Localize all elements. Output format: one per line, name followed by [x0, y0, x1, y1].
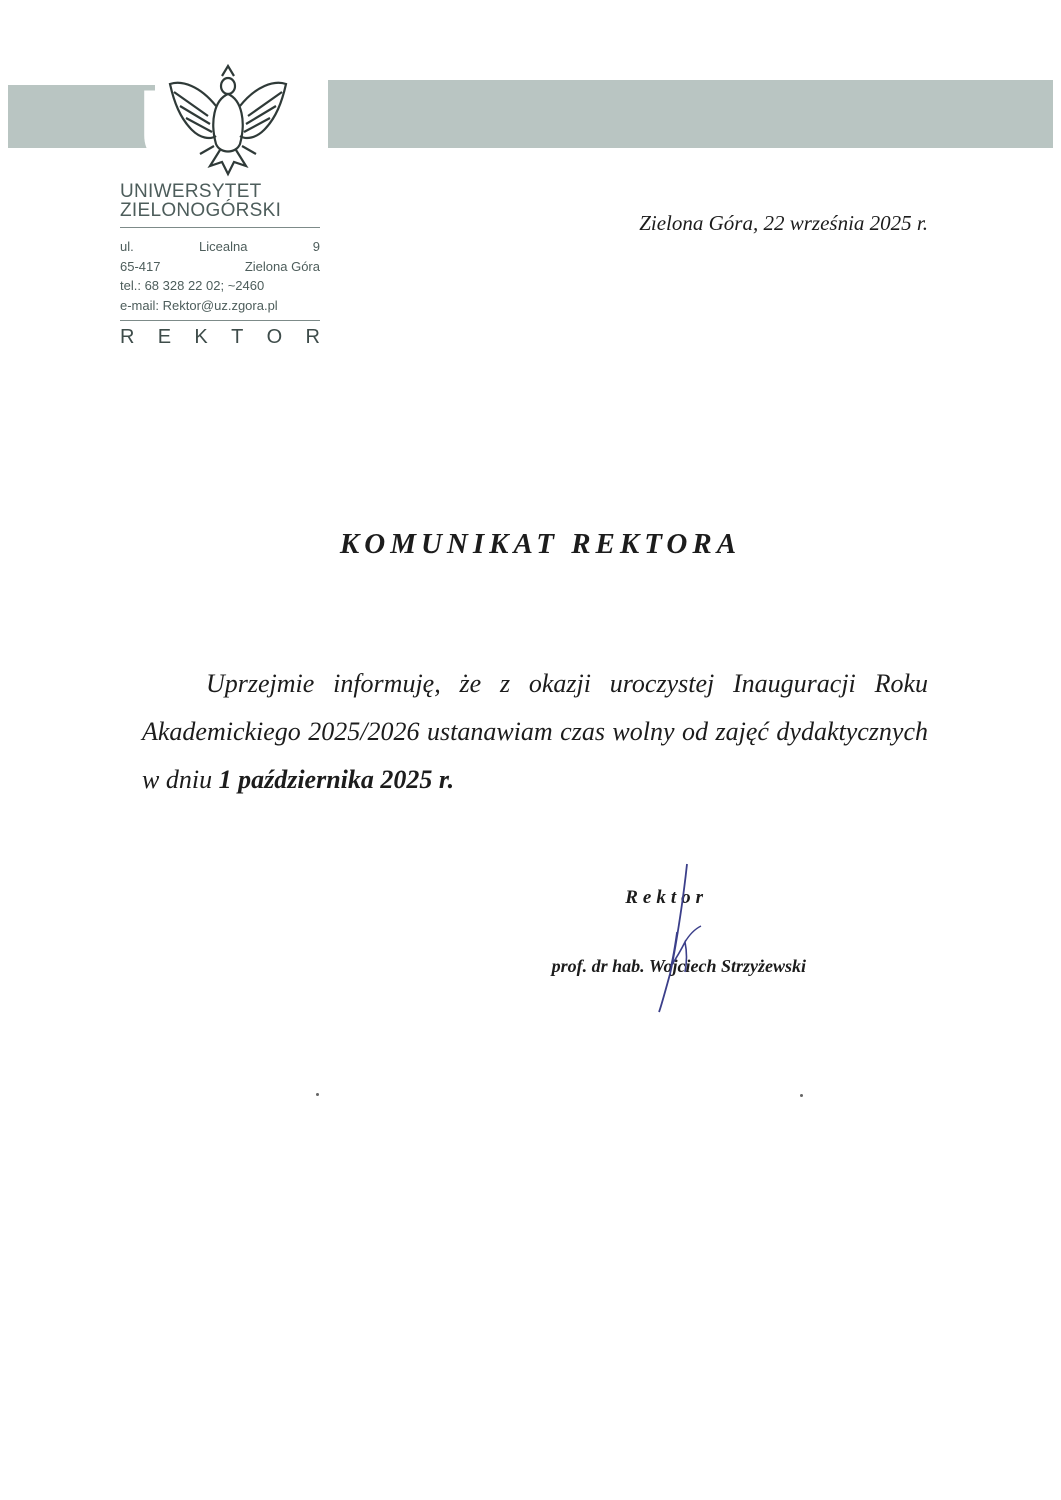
announcement-text: Uprzejmie informuję, że z okazji uroczystej Inauguracji Roku Akademickiego 2025/2026 ustanawiam czas wolny od zajęć dydaktycznych w dniu — [142, 669, 928, 794]
letterhead-divider-top — [120, 227, 320, 228]
handwritten-signature — [625, 862, 725, 1022]
letterhead-divider-bottom — [120, 320, 320, 321]
university-name — [120, 182, 320, 220]
announcement-date-bold: 1 października 2025 r. — [218, 765, 455, 794]
header-band-right — [328, 80, 1053, 148]
scan-speck — [316, 1093, 319, 1096]
university-name-line1: UNIWERSYTET — [120, 181, 262, 202]
document-title: KOMUNIKAT REKTORA — [339, 528, 742, 560]
university-eagle-logo — [130, 62, 326, 182]
logo-letters: UZ — [138, 69, 277, 182]
announcement-body — [142, 660, 928, 804]
email-address: e-mail: Rektor@uz.zgora.pl — [120, 297, 278, 313]
date-line: Zielona Góra, 22 września 2025 r. — [639, 211, 928, 235]
scan-speck — [800, 1094, 803, 1097]
contact-block — [120, 237, 320, 315]
office-label: R E K T O R — [120, 326, 320, 348]
signature-name: prof. dr hab. Wojciech Strzyżewski — [551, 956, 806, 976]
address-city: 65-417 Zielona Góra — [120, 258, 320, 274]
address-street: ul. Licealna 9 — [120, 239, 320, 254]
university-name-line2: ZIELONOGÓRSKI — [120, 200, 282, 221]
signature-role: Rektor — [625, 887, 708, 908]
phone-number: tel.: 68 328 22 02; ~2460 — [120, 278, 265, 293]
